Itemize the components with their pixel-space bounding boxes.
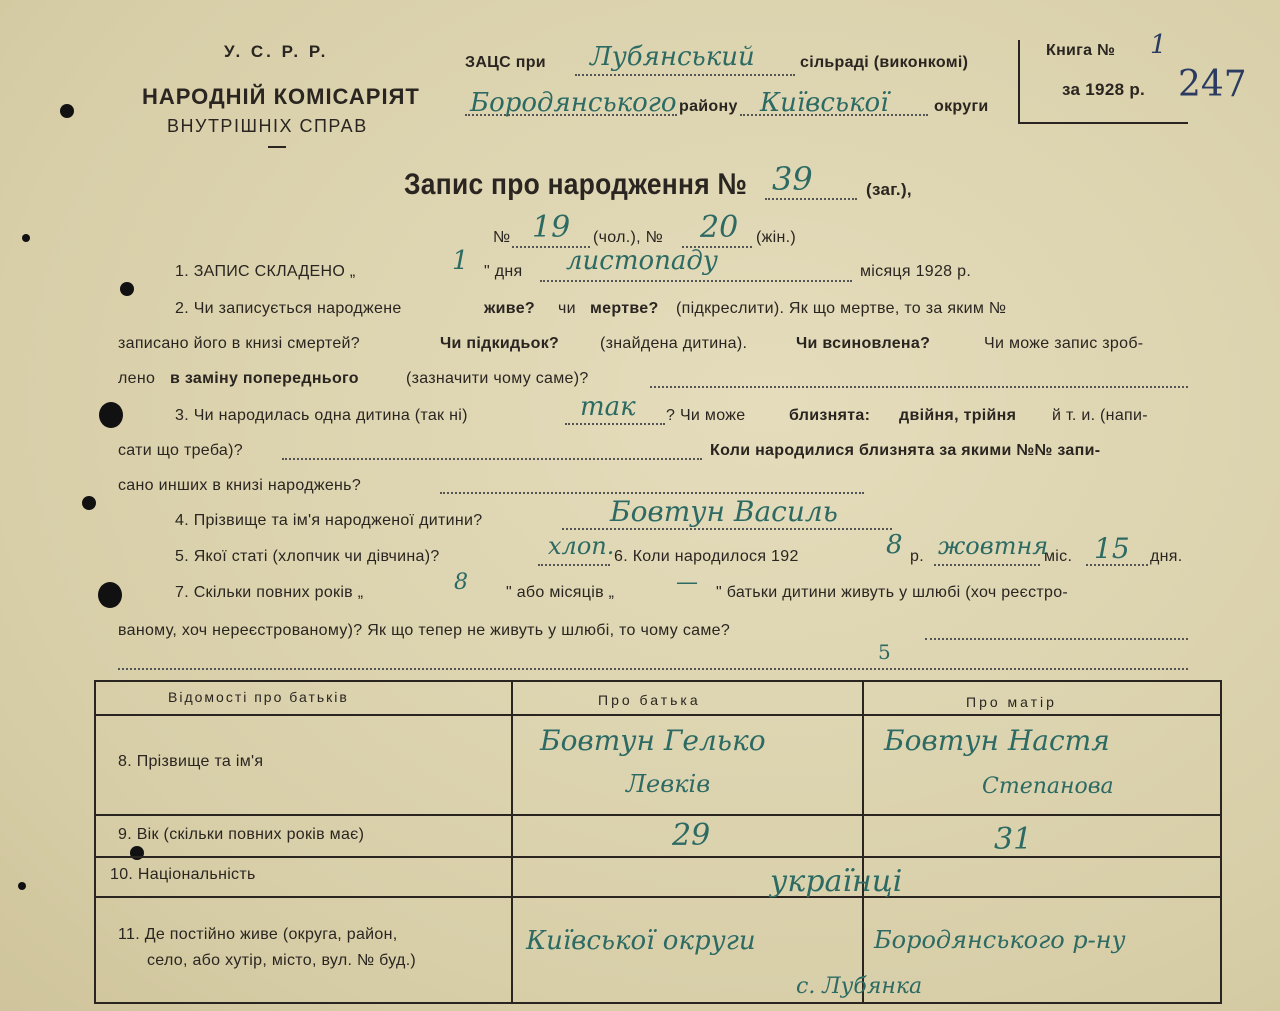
dotted-line (740, 114, 928, 116)
row9-father-hw: 29 (672, 818, 711, 853)
q3-kinds: двійня, трійня (899, 407, 1017, 424)
q6-day-hw: 15 (1094, 532, 1130, 565)
q3-line1c: й т. и. (напи- (1052, 407, 1148, 424)
q6-dnya: дня. (1150, 548, 1183, 565)
q2-line3a: лено (118, 370, 156, 387)
q5-label: 5. Якої статі (хлопчик чи дівчина)? (175, 548, 440, 565)
dotted-line (650, 386, 1188, 388)
q2-line3b: (зазначити чому саме)? (406, 370, 589, 387)
q3-line2b: Коли народилися близнята за якими №№ запи- (710, 442, 1101, 459)
row9-label: 9. Вік (скільки повних років має) (118, 826, 365, 843)
row8-father-hw: Бовтун Гелько (540, 724, 766, 757)
row10-nationality-hw: українці (770, 864, 903, 899)
table-header-father: Про батька (598, 692, 701, 708)
book-box-left (1018, 40, 1020, 124)
q2-alive: живе? (484, 300, 535, 317)
header-internal: ВНУТРІШНІХ СПРАВ (167, 116, 368, 136)
punch-hole (82, 496, 96, 510)
q2-rest1: (підкреслити). Як що мертве, то за яким № (676, 300, 1007, 317)
q6-year-hw: 8 (886, 530, 903, 560)
table-row-divider (96, 714, 1220, 716)
dotted-line (1086, 564, 1148, 566)
q2-line2b: (знайдена дитина). (600, 335, 748, 352)
book-year: за 1928 р. (1062, 80, 1146, 99)
q7-line1a: 7. Скільки повних років „ (175, 584, 364, 601)
table-row-divider (96, 856, 1220, 858)
row11-label2: село, або хутір, місто, вул. № буд.) (147, 952, 417, 969)
row8-label: 8. Прізвище та ім'я (118, 753, 264, 770)
table-col-divider (862, 682, 864, 1002)
table-col-divider (511, 682, 513, 1002)
row8-mother2-hw: Степанова (982, 774, 1114, 799)
q1-end: місяця 1928 р. (860, 263, 972, 280)
table-row-divider (96, 896, 1220, 898)
row8-mother-hw: Бовтун Настя (884, 724, 1110, 757)
district-label: району (679, 98, 738, 115)
record-male: (чол.), № (593, 229, 664, 246)
header-commissariat: НАРОДНІЙ КОМІСАРІЯТ (142, 84, 420, 109)
record-title: Запис про народження № (404, 168, 748, 201)
row11-mother-hw: Бородянського р-ну (874, 926, 1126, 954)
q1-day-label: " дня (484, 263, 523, 280)
q1-month-hw: листопаду (566, 246, 718, 276)
punch-hole (22, 234, 30, 242)
q2-or: чи (558, 300, 576, 317)
q2-replace: в заміну попереднього (170, 370, 359, 387)
row11-father-hw: Київської округи (526, 926, 756, 956)
dotted-line (540, 280, 852, 282)
q2-line1: 2. Чи записується народжене (175, 300, 402, 317)
district-hw: Бородянського (470, 88, 677, 118)
record-no: № (493, 229, 511, 246)
q4-label: 4. Прізвище та ім'я народженої дитини? (175, 512, 483, 529)
q3-line1b: ? Чи може (666, 407, 746, 424)
q5-answer-hw: хлоп. (548, 532, 615, 560)
row9-mother-hw: 31 (994, 822, 1033, 857)
q7-months-hw: — (676, 570, 698, 595)
female-no-hw: 20 (700, 210, 739, 245)
q2-adopted: Чи всиновлена? (796, 335, 931, 352)
dotted-line (575, 74, 795, 76)
dotted-line (465, 114, 677, 116)
zags-village-hw: Лубянський (590, 42, 755, 72)
q1-day-hw: 1 (452, 246, 469, 276)
village-label: сільраді (виконкомі) (800, 54, 969, 71)
q2-line2a: записано його в книзі смертей? (118, 335, 360, 352)
q6-mis: міс. (1044, 548, 1073, 565)
table-header-mother: Про матір (966, 694, 1057, 710)
q4-answer-hw: Бовтун Василь (610, 495, 838, 528)
dotted-line (538, 564, 610, 566)
table-row-divider (96, 814, 1220, 816)
dotted-line (118, 668, 1188, 670)
dotted-line (934, 564, 1040, 566)
punch-hole (98, 582, 122, 608)
row10-label: 10. Національність (110, 866, 256, 883)
q6-r: р. (910, 548, 924, 565)
row11-extra-hw: с. Лубянка (796, 974, 923, 999)
q2-dead: мертве? (590, 300, 659, 317)
q7-years-hw: 8 (454, 570, 468, 595)
book-number-hw: 1 (1150, 30, 1167, 60)
record-zag: (заг.), (866, 180, 912, 199)
q7-line1c: " батьки дитини живуть у шлюбі (хоч реєстро- (716, 584, 1069, 601)
record-number-hw: 39 (772, 160, 813, 198)
punch-hole (18, 882, 26, 890)
dotted-line (565, 423, 665, 425)
row11-label1: 11. Де постійно живе (округа, район, (118, 926, 398, 943)
table-header-info: Відомості про батьків (168, 689, 349, 705)
q3-line2a: сати що треба)? (118, 442, 243, 459)
header-ussr: У. С. Р. Р. (224, 42, 329, 61)
record-female: (жін.) (756, 229, 796, 246)
book-box-bottom (1018, 122, 1188, 124)
zags-label: ЗАЦС при (465, 54, 546, 71)
dotted-line (282, 458, 702, 460)
book-stamp-hw: 247 (1178, 64, 1247, 105)
okrug-label: округи (934, 98, 989, 115)
q2-foundling: Чи підкидьок? (440, 335, 560, 352)
q3-answer-hw: так (580, 392, 636, 422)
q3-line1a: 3. Чи народилась одна дитина (так ні) (175, 407, 468, 424)
dotted-line (765, 198, 857, 200)
dotted-line (562, 528, 892, 530)
book-label: Книга № (1046, 42, 1116, 59)
q2-line2c: Чи може запис зроб- (984, 335, 1144, 352)
q3-twins: близнята: (789, 407, 871, 424)
punch-hole (120, 282, 134, 296)
header-dash (268, 146, 286, 148)
male-no-hw: 19 (532, 210, 571, 245)
row8-father2-hw: Левків (626, 770, 711, 798)
q3-line3: сано инших в книзі народжень? (118, 477, 362, 494)
q1-label: 1. ЗАПИС СКЛАДЕНО „ (175, 263, 356, 280)
dotted-line (925, 638, 1188, 640)
q7-line2: ваному, хоч нереєстрованому)? Як що тепер не живуть у шлюбі, то чому саме? (118, 622, 731, 639)
q7-mark-hw: 5 (878, 640, 891, 664)
punch-hole (99, 402, 123, 428)
dotted-line (440, 492, 864, 494)
punch-hole (60, 104, 74, 118)
q6-month-hw: жовтня (938, 532, 1049, 560)
okrug-hw: Київської (760, 88, 889, 118)
q7-line1b: " або місяців „ (506, 584, 615, 601)
q6-label: 6. Коли народилося 192 (614, 548, 799, 565)
